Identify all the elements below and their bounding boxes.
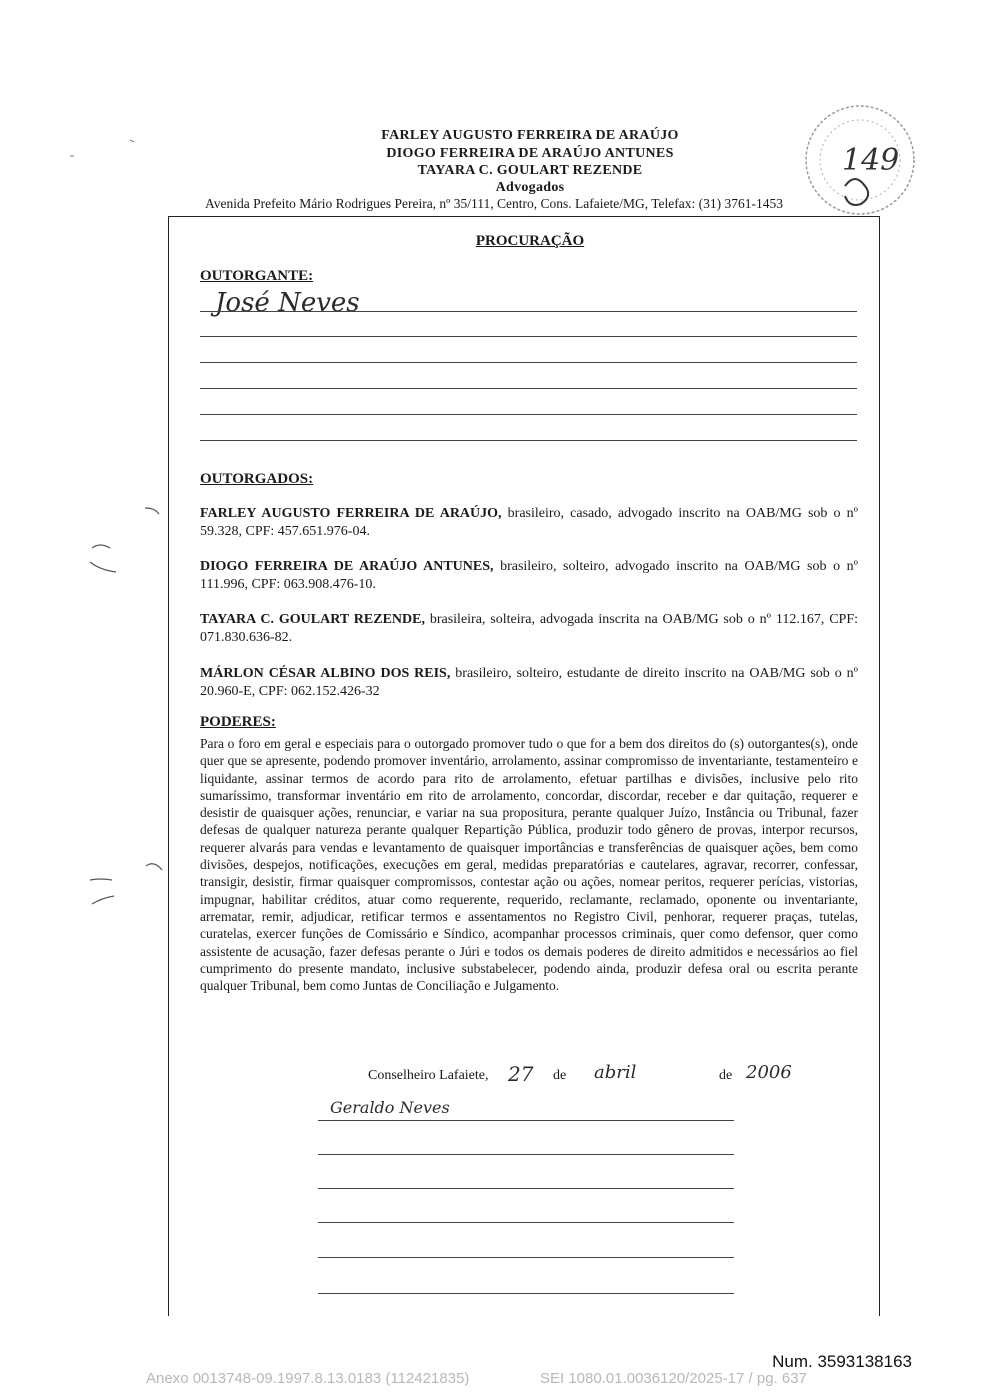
outorgado-3: [200, 611, 858, 647]
outorgado-4-details: brasileiro, solteiro, estudante de direito inscrito na OAB/MG sob o nº 20.960-E, CPF: 062.152.426-32: [200, 666, 858, 699]
dateline-de-2: de: [719, 1068, 733, 1083]
outorgado-3-name: TAYARA C. GOULART REZENDE,: [200, 612, 425, 627]
signature-line-4: [318, 1222, 734, 1223]
margin-pen-marks: [70, 130, 180, 930]
dateline-month: abril: [594, 1062, 637, 1083]
poderes-text: Para o foro em geral e especiais para o outorgado promover tudo o que for a bem dos direitos do (s) outorgantes(s), onde quer que se apresente, podendo promover inventário, arrolamento, assinar compromisso de inventariante, testamenteiro e liquidante, assinar termos de acordo para rito de arrolamento, efetuar partilhas e divisões, inclusive pelo rito sumaríssimo, transformar inventário em rito de arrolamento, concordar, discordar, receber e dar quitação, requerer e desistir de quaisquer ações, renunciar, e variar na sua propositura, perante qualquer Juízo, Instância ou Tribunal, fazer defesas de qualquer natureza perante qualquer Repartição Pública, produzir todo gênero de provas, interpor recursos, requerer alvarás para vendas e levantamento de quaisquer importâncias e transferências de quaisquer ações, bem como divisões, despejos, notificações, execuções em geral, medidas preparatórias e cautelares, agravar, recorrer, confessar, transigir, desistir, firmar quaisquer compromissos, contestar ação ou ações, nomear peritos, requerer perícias, vistorias, impugnar, habilitar créditos, atuar como requerente, requerido, reclamante, reclamado, oponente ou inventariante, arrematar, remir, adjudicar, retificar termos e assentamentos no Registro Civil, penhorar, requerer praças, tutelas, curatelas, exercer funções de Comissário e Síndico, acompanhar processos criminais, quer como defensor, quer como assistente de acusação, fazer defesas perante o Júri e todos os demais poderes de direito admitidos e necessários ao fiel cumprimento do presente mandato, inclusive substabelecer, podendo ainda, produzir defesa oral ou escrita perante qualquer Tribunal, bem como Juntas de Conciliação e Julgamento.: [200, 736, 858, 994]
stamp-page-number: 149: [842, 143, 900, 178]
outorgado-3-details: brasileira, solteira, advogada inscrita na OAB/MG sob o nº 112.167, CPF: 071.830.636-82.: [200, 612, 858, 645]
signature-line-2: [318, 1154, 734, 1155]
outorgado-4-name: MÁRLON CÉSAR ALBINO DOS REIS,: [200, 666, 451, 681]
outorgado-2: [200, 558, 858, 594]
letterhead-profession: Advogados: [495, 180, 565, 195]
frame-top-border: [168, 216, 880, 217]
document-title: PROCURAÇÃO: [475, 233, 585, 249]
frame-right-border: [879, 216, 880, 1316]
dateline-place: Conselheiro Lafaiete,: [368, 1068, 489, 1083]
dateline-de-1: de: [553, 1068, 567, 1083]
letterhead-name-3: TAYARA C. GOULART REZENDE: [417, 163, 643, 178]
outorgado-1-details: brasileiro, casado, advogado inscrito na OAB/MG sob o nº 59.328, CPF: 457.651.976-04.: [200, 506, 859, 539]
outorgado-1: [200, 505, 858, 541]
letterhead-name-1: FARLEY AUGUSTO FERREIRA DE ARAÚJO: [381, 128, 679, 143]
dateline-day: 27: [508, 1062, 534, 1086]
signature-line-6: [318, 1293, 734, 1294]
signature-handwritten: Geraldo Neves: [330, 1098, 450, 1117]
court-stamp: [790, 98, 920, 228]
footer-annex: Anexo 0013748-09.1997.8.13.0183 (112421835): [146, 1370, 470, 1387]
outorgados-heading: OUTORGADOS:: [200, 471, 314, 487]
outorgante-line-6: [200, 440, 857, 441]
outorgante-line-4: [200, 388, 857, 389]
outorgante-line-1: [200, 311, 857, 312]
outorgante-heading: OUTORGANTE:: [200, 268, 314, 284]
letterhead-address: Avenida Prefeito Mário Rodrigues Pereira, nº 35/111, Centro, Cons. Lafaiete/MG, Telefax: (31) 3761-1453: [205, 196, 783, 211]
outorgante-line-2: [200, 336, 857, 337]
signature-line-5: [318, 1257, 734, 1258]
signature-line-1: [318, 1120, 734, 1121]
outorgado-4: [200, 665, 858, 701]
footer-sei: SEI 1080.01.0036120/2025-17 / pg. 637: [540, 1370, 807, 1387]
dateline-year: 2006: [746, 1062, 792, 1083]
outorgado-2-name: DIOGO FERREIRA DE ARAÚJO ANTUNES,: [200, 559, 494, 574]
footer-document-number: Num. 3593138163: [772, 1352, 912, 1371]
outorgante-handwritten-name: José Neves: [215, 288, 360, 318]
outorgante-line-5: [200, 414, 857, 415]
outorgado-1-name: FARLEY AUGUSTO FERREIRA DE ARAÚJO,: [200, 506, 502, 521]
letterhead-name-2: DIOGO FERREIRA DE ARAÚJO ANTUNES: [386, 146, 674, 161]
outorgado-2-details: brasileiro, solteiro, advogado inscrito na OAB/MG sob o nº 111.996, CPF: 063.908.476-10.: [200, 559, 858, 592]
signature-line-3: [318, 1188, 734, 1189]
outorgante-line-3: [200, 362, 857, 363]
poderes-heading: PODERES:: [200, 714, 276, 730]
